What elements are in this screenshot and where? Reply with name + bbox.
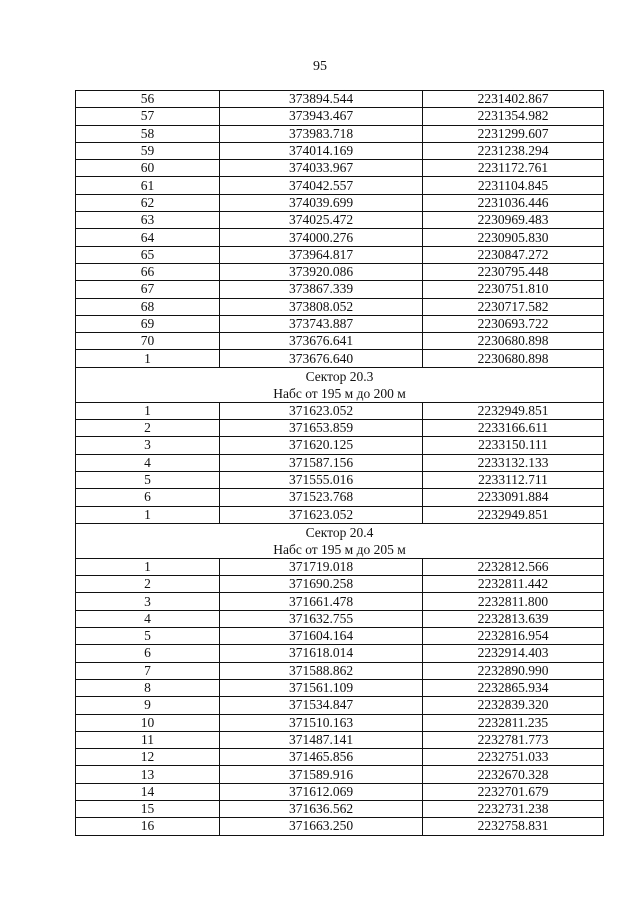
sector-header-row [76,367,604,402]
y-coordinate-cell: 2231036.446 [423,194,604,211]
table-row [76,177,604,194]
x-coordinate-cell: 371623.052 [220,402,423,419]
table-row [76,142,604,159]
point-number-cell: 5 [76,628,220,645]
table-row [76,160,604,177]
sector-header-row [76,523,604,558]
table-row [76,731,604,748]
point-number-cell: 14 [76,783,220,800]
y-coordinate-cell: 2232812.566 [423,558,604,575]
x-coordinate-cell: 373983.718 [220,125,423,142]
point-number-cell: 56 [76,91,220,108]
y-coordinate-cell: 2232811.235 [423,714,604,731]
point-number-cell: 4 [76,610,220,627]
table-row [76,229,604,246]
table-row [76,610,604,627]
table-row [76,628,604,645]
point-number-cell: 10 [76,714,220,731]
y-coordinate-cell: 2231104.845 [423,177,604,194]
table-row [76,593,604,610]
point-number-cell: 65 [76,246,220,263]
x-coordinate-cell: 373943.467 [220,108,423,125]
table-row [76,783,604,800]
table-row [76,315,604,332]
x-coordinate-cell: 371612.069 [220,783,423,800]
point-number-cell: 64 [76,229,220,246]
table-row [76,125,604,142]
y-coordinate-cell: 2230717.582 [423,298,604,315]
y-coordinate-cell: 2233166.611 [423,420,604,437]
point-number-cell: 1 [76,506,220,523]
x-coordinate-cell: 371587.156 [220,454,423,471]
x-coordinate-cell: 371534.847 [220,697,423,714]
x-coordinate-cell: 373867.339 [220,281,423,298]
x-coordinate-cell: 371589.916 [220,766,423,783]
point-number-cell: 1 [76,402,220,419]
table-row [76,662,604,679]
table-row [76,263,604,280]
table-row [76,471,604,488]
x-coordinate-cell: 371636.562 [220,800,423,817]
y-coordinate-cell: 2230680.898 [423,333,604,350]
point-number-cell: 62 [76,194,220,211]
y-coordinate-cell: 2233112.711 [423,471,604,488]
y-coordinate-cell: 2233132.133 [423,454,604,471]
point-number-cell: 67 [76,281,220,298]
table-row [76,818,604,835]
point-number-cell: 12 [76,749,220,766]
x-coordinate-cell: 373676.641 [220,333,423,350]
y-coordinate-cell: 2230847.272 [423,246,604,263]
table-row [76,402,604,419]
y-coordinate-cell: 2232701.679 [423,783,604,800]
y-coordinate-cell: 2230680.898 [423,350,604,367]
point-number-cell: 1 [76,558,220,575]
point-number-cell: 6 [76,489,220,506]
y-coordinate-cell: 2232813.639 [423,610,604,627]
y-coordinate-cell: 2232914.403 [423,645,604,662]
x-coordinate-cell: 371623.052 [220,506,423,523]
x-coordinate-cell: 371510.163 [220,714,423,731]
x-coordinate-cell: 371690.258 [220,576,423,593]
table-row [76,333,604,350]
x-coordinate-cell: 371561.109 [220,679,423,696]
point-number-cell: 63 [76,212,220,229]
point-number-cell: 58 [76,125,220,142]
table-row [76,350,604,367]
coordinates-table-body [76,91,604,836]
point-number-cell: 5 [76,471,220,488]
table-row [76,246,604,263]
y-coordinate-cell: 2230751.810 [423,281,604,298]
x-coordinate-cell: 374000.276 [220,229,423,246]
sector-title: Сектор 20.3 [305,368,374,384]
table-row [76,714,604,731]
y-coordinate-cell: 2231172.761 [423,160,604,177]
table-row [76,576,604,593]
x-coordinate-cell: 371618.014 [220,645,423,662]
y-coordinate-cell: 2230795.448 [423,263,604,280]
y-coordinate-cell: 2233150.111 [423,437,604,454]
y-coordinate-cell: 2232811.442 [423,576,604,593]
table-row [76,697,604,714]
table-row [76,679,604,696]
x-coordinate-cell: 371620.125 [220,437,423,454]
point-number-cell: 16 [76,818,220,835]
y-coordinate-cell: 2232670.328 [423,766,604,783]
x-coordinate-cell: 371588.862 [220,662,423,679]
point-number-cell: 59 [76,142,220,159]
x-coordinate-cell: 374039.699 [220,194,423,211]
x-coordinate-cell: 371487.141 [220,731,423,748]
point-number-cell: 9 [76,697,220,714]
table-row [76,194,604,211]
y-coordinate-cell: 2231238.294 [423,142,604,159]
y-coordinate-cell: 2232890.990 [423,662,604,679]
point-number-cell: 3 [76,593,220,610]
x-coordinate-cell: 373676.640 [220,350,423,367]
x-coordinate-cell: 373920.086 [220,263,423,280]
point-number-cell: 60 [76,160,220,177]
y-coordinate-cell: 2232751.033 [423,749,604,766]
table-row [76,506,604,523]
point-number-cell: 61 [76,177,220,194]
y-coordinate-cell: 2230969.483 [423,212,604,229]
y-coordinate-cell: 2233091.884 [423,489,604,506]
y-coordinate-cell: 2230693.722 [423,315,604,332]
table-row [76,645,604,662]
y-coordinate-cell: 2232816.954 [423,628,604,645]
sector-subtitle: Набс от 195 м до 205 м [273,541,406,557]
x-coordinate-cell: 371719.018 [220,558,423,575]
point-number-cell: 69 [76,315,220,332]
point-number-cell: 7 [76,662,220,679]
y-coordinate-cell: 2232839.320 [423,697,604,714]
y-coordinate-cell: 2231299.607 [423,125,604,142]
table-row [76,437,604,454]
coordinates-table [75,90,604,836]
y-coordinate-cell: 2230905.830 [423,229,604,246]
point-number-cell: 1 [76,350,220,367]
point-number-cell: 2 [76,576,220,593]
x-coordinate-cell: 374014.169 [220,142,423,159]
point-number-cell: 15 [76,800,220,817]
y-coordinate-cell: 2232731.238 [423,800,604,817]
x-coordinate-cell: 374033.967 [220,160,423,177]
point-number-cell: 66 [76,263,220,280]
table-row [76,420,604,437]
x-coordinate-cell: 373808.052 [220,298,423,315]
x-coordinate-cell: 371465.856 [220,749,423,766]
table-row [76,558,604,575]
point-number-cell: 3 [76,437,220,454]
point-number-cell: 68 [76,298,220,315]
y-coordinate-cell: 2232865.934 [423,679,604,696]
x-coordinate-cell: 374025.472 [220,212,423,229]
sector-header [76,523,604,558]
y-coordinate-cell: 2231354.982 [423,108,604,125]
y-coordinate-cell: 2232781.773 [423,731,604,748]
sector-subtitle: Набс от 195 м до 200 м [273,385,406,401]
sector-header [76,367,604,402]
point-number-cell: 13 [76,766,220,783]
x-coordinate-cell: 374042.557 [220,177,423,194]
table-row [76,212,604,229]
table-row [76,800,604,817]
x-coordinate-cell: 371653.859 [220,420,423,437]
y-coordinate-cell: 2232949.851 [423,402,604,419]
y-coordinate-cell: 2232811.800 [423,593,604,610]
table-row [76,454,604,471]
point-number-cell: 70 [76,333,220,350]
point-number-cell: 2 [76,420,220,437]
table-row [76,91,604,108]
table-row [76,489,604,506]
x-coordinate-cell: 371555.016 [220,471,423,488]
x-coordinate-cell: 373964.817 [220,246,423,263]
sector-title: Сектор 20.4 [305,524,374,540]
x-coordinate-cell: 371663.250 [220,818,423,835]
x-coordinate-cell: 371661.478 [220,593,423,610]
table-row [76,749,604,766]
y-coordinate-cell: 2232758.831 [423,818,604,835]
x-coordinate-cell: 373894.544 [220,91,423,108]
point-number-cell: 11 [76,731,220,748]
table-row [76,766,604,783]
point-number-cell: 6 [76,645,220,662]
x-coordinate-cell: 371523.768 [220,489,423,506]
table-row [76,298,604,315]
x-coordinate-cell: 371604.164 [220,628,423,645]
x-coordinate-cell: 373743.887 [220,315,423,332]
table-row [76,108,604,125]
point-number-cell: 4 [76,454,220,471]
y-coordinate-cell: 2232949.851 [423,506,604,523]
y-coordinate-cell: 2231402.867 [423,91,604,108]
page-number: 95 [313,59,327,74]
point-number-cell: 8 [76,679,220,696]
x-coordinate-cell: 371632.755 [220,610,423,627]
table-row [76,281,604,298]
point-number-cell: 57 [76,108,220,125]
